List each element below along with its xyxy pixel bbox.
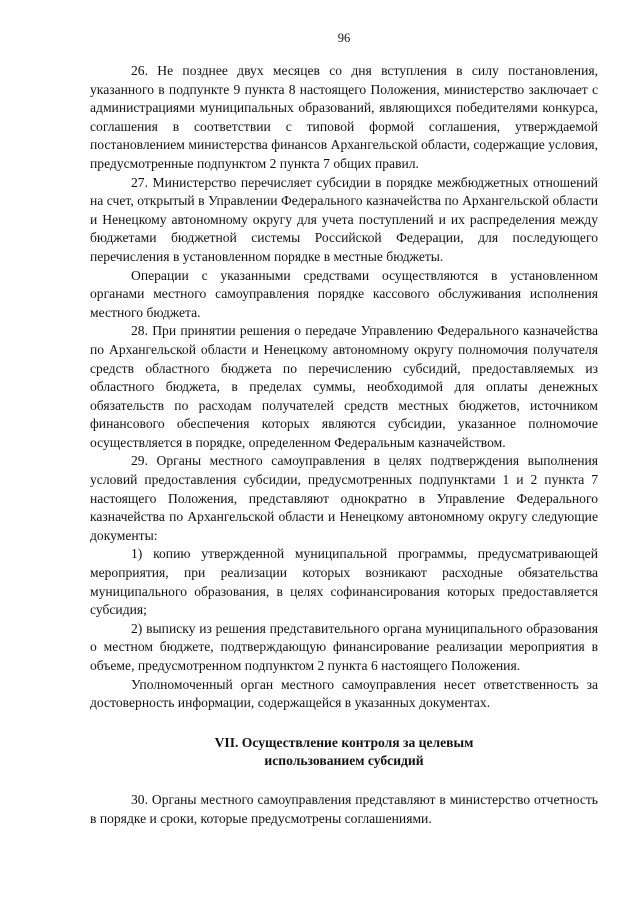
- section-heading-line-2: использованием субсидий: [264, 753, 424, 769]
- paragraph-28: 28. При принятии решения о передаче Управлению Федерального казначейства по Архангельской области и Ненецкому автономному округу полномочия получателя средств областного бюджета по перечислению субсидий, предоставляемых из областного бюджета, в пределах суммы, необходимой для оплаты денежных обязательств по расходам получателей средств местных бюджетов, источником финансового обеспечения которых являются субсидии, указанное полномочие осуществляется в порядке, определенном Федеральным казначейством.: [90, 323, 598, 450]
- paragraph-29-item-1: 1) копию утвержденной муниципальной программы, предусматривающей мероприятия, при реализации которых возникают расходные обязательства муниципального образования, в целях софинансирования которых предоставляется субсидия;: [90, 546, 598, 618]
- paragraph-27-operations: Операции с указанными средствами осуществляются в установленном органами местного самоуправления порядке кассового обслуживания исполнения местного бюджета.: [90, 267, 598, 320]
- paragraph-26: 26. Не позднее двух месяцев со дня вступления в силу постановления, указанного в подпункте 9 пункта 8 настоящего Положения, министерство заключает с администрациями муниципальных образований, являющихся победителями конкурса, соглашения в соответствии с типовой формой соглашения, утверждаемой постановлением министерства финансов Архангельской области, содержащие условия, предусмотренные подпунктом 2 пункта 7 общих правил.: [90, 63, 598, 171]
- section-heading-line-1: VII. Осуществление контроля за целевым: [214, 734, 474, 750]
- paragraph-30: 30. Органы местного самоуправления представляют в министерство отчетность в порядке и сроки, которые предусмотрены соглашениями.: [90, 791, 598, 826]
- paragraph-29: 29. Органы местного самоуправления в целях подтверждения выполнения условий предоставления субсидии, предусмотренных подпунктами 1 и 2 пункта 7 настоящего Положения, представляют однократно в Управление Федерального казначейства по Архангельской области и Ненецкому автономному округу следующие документы:: [90, 453, 598, 543]
- document-page: [90, 30, 598, 828]
- section-heading: [90, 734, 598, 771]
- paragraph-27: 27. Министерство перечисляет субсидии в порядке межбюджетных отношений на счет, открытый в Управлении Федерального казначейства по Архангельской области и Ненецкому автономному округу для учета поступлений и их распределения между бюджетами бюджетной системы Российской Федерации, для последующего перечисления в установленном порядке в местные бюджеты.: [90, 174, 598, 264]
- paragraph-29-item-2: 2) выписку из решения представительного органа муниципального образования о местном бюджете, подтверждающую финансирование реализации мероприятия в объеме, предусмотренном подпунктом 2 пункта 6 настоящего Положения.: [90, 620, 598, 673]
- paragraph-29-responsibility: Уполномоченный орган местного самоуправления несет ответственность за достоверность информации, содержащейся в указанных документах.: [90, 676, 598, 711]
- page-number: 96: [337, 31, 351, 45]
